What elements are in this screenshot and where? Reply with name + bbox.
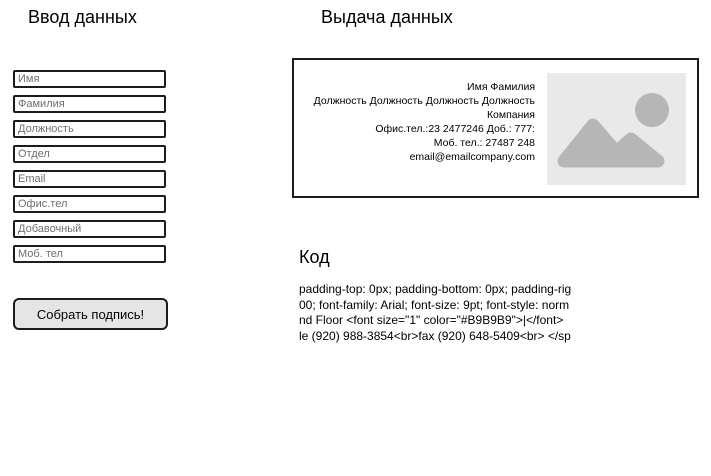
code-line: nd Floor <font size="1" color="#B9B9B9">|</font> — [299, 313, 564, 327]
signature-form — [13, 70, 166, 270]
code-line: 00; font-family: Arial; font-size: 9pt; font-style: norm — [299, 297, 570, 312]
card-email-line: email@emailcompany.com — [409, 151, 535, 163]
card-position-line: Должность Должность Должность Должность — [313, 95, 535, 107]
code-line: padding-top: 0px; padding-bottom: 0px; padding-rig — [299, 282, 572, 296]
mobile-phone-field[interactable] — [13, 245, 166, 263]
card-name-line: Имя Фамилия — [467, 81, 535, 93]
department-field[interactable] — [13, 145, 166, 163]
signature-text-block — [302, 80, 535, 164]
office-phone-field[interactable] — [13, 195, 166, 213]
position-field[interactable] — [13, 120, 166, 138]
first-name-field[interactable] — [13, 70, 166, 88]
card-mobile-phone-line: Моб. тел.: 27487 248 — [433, 137, 535, 149]
generated-code-block — [299, 282, 605, 346]
extension-field[interactable] — [13, 220, 166, 238]
output-section-title: Выдача данных — [321, 7, 453, 27]
code-section-title: Код — [299, 247, 330, 267]
input-section-title: Ввод данных — [28, 7, 137, 27]
email-field[interactable] — [13, 170, 166, 188]
code-line: le (920) 988-3854<br>fax (920) 648-5409<br> </sp — [299, 328, 571, 343]
last-name-field[interactable] — [13, 95, 166, 113]
card-company-line: Компания — [486, 109, 535, 121]
image-placeholder-icon — [547, 73, 686, 185]
signature-preview-card — [292, 58, 699, 198]
collect-signature-button[interactable]: Собрать подпись! — [13, 298, 168, 330]
card-office-phone-line: Офис.тел.:23 2477246 Доб.: 777: — [375, 123, 535, 135]
